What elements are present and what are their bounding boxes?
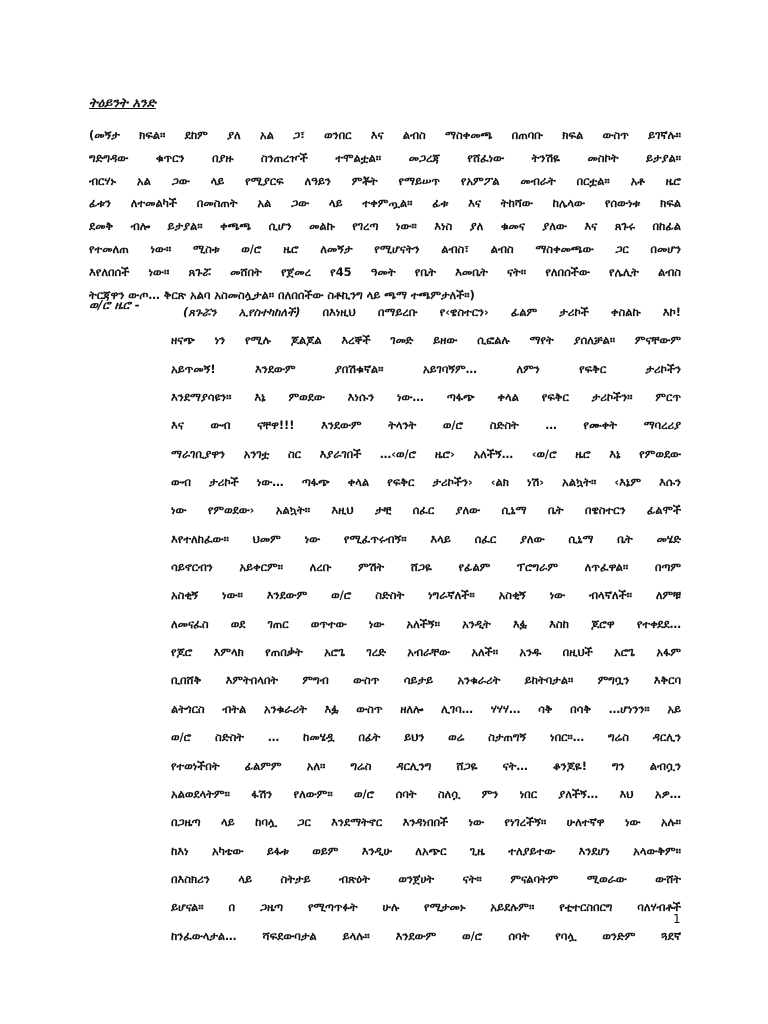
dialogue-line: አይጥመኝ! እንደውም ያበሽቁኛል። አይገባኝም… ለምን የፍቅር ታሪኮችን (171, 361, 681, 376)
dialogue-first-text: በእነዚህ በማይረቡ የ‹ዌስተርን› ፊልም ታሪኮች ቀስልኩ እኮ! (322, 305, 681, 319)
stage-direction-line: (መኝታ ክፍል። ደከም ያለ አል ጋ፣ ወንበር እና ልብስ ማስቀመጫ በጠባቡ ክፍል ውስጥ ይገኛሉ። (89, 128, 681, 142)
dialogue-line: እየተለከፈው። ህመም ነው የሚፈጥሩብኝ። እላይ ሰፈር ያለው ሲኒማ ቤት መሄድ (171, 531, 681, 546)
page-number: 1 (673, 912, 681, 926)
dialogue-line: ውብ ታሪኮች ነው… ጣፋጭ ቀላል የፍቅር ታሪኮችን› ‹ልክ ነሽ› አልኳት። ‹እኔም እሱን (171, 475, 681, 490)
dialogue-line (183, 298, 681, 326)
scene-title: ትዕይንት አንድ (89, 96, 156, 111)
stage-direction-line: ብርሃኑ አል ጋው ላይ የሚያርፍ ለዓይን ምቾት የማይሠጥ የአምፖል መብራት በርቷል። አቶ ዜሮ (89, 173, 681, 188)
dialogue-line: የተወነችበት ፊልምም አለ። ግሬስ ዳርሊንግ ሸጋዬ ናት… ቆንጆዬ! ግን ልብሷን (171, 758, 681, 773)
speaker-label: ወ/ሮ ዜሮ - (89, 298, 140, 312)
dialogue-line: የጆሮ እምላክ የጠበቃት አሮጌ ገረድ አብራቸው አለች። አንዱ በዚህች አሮጌ አፋም (171, 645, 681, 660)
stage-direction-line: የተመለጠ ነው። ሚስቱ ወ/ሮ ዜሮ ለመኝታ የሚሆናትን ልብስ፣ ልብስ ማስቀመጫው ጋር በመሆን (89, 241, 681, 256)
dialogue-line: ከንፈውላታል… ሻፍደውባታል ይላሉ። እንደውም ወ/ሮ ሰባት የባሏ ወንድም ጓደኛ (171, 928, 681, 943)
stage-direction-line: ደመቅ ብሎ ይታያል። ቀጫጫ ሲሆን መልኩ የገረጣ ነው። እነስ ያለ ቁመና ያለው እና ጸጉሩ በከፊል (89, 219, 681, 234)
dialogue-line: ዘናጭ ነን የሚሉ ጆልጆል እረኞች ገመድ ይዘው ሲፎልሉ ማየት ያሰለቻል። ምናቸውም (171, 333, 681, 348)
dialogue-line: ከእነ አካቴው ይፋቱ ወይም እንዲሁ ለአጭር ጊዜ ተለያይተው እንደሆነ አላውቅም። (171, 843, 681, 858)
dialogue-line: ወ/ሮ ስድስት … ከመሄዷ በፊት ይህን ወሬ ስታጠግኝ ነበር።… ግሬስ ዳርሊን (171, 730, 681, 745)
dialogue-line: ሳይኖርብን አይቀርም። ለረቡ ምሽት ሸጋዬ የፊልም ፕሮግራም ለጥፈዋል። በጣም (171, 560, 681, 575)
dialogue-line: በእስክሪን ላይ ስትታይ ብጽዕት ወንጀሀት ናት። ምናልባትም ሚወራው ውሸት (171, 871, 681, 886)
dialogue-line: እንደማያሳዩን። እኔ ምወደው እነሱን ነው… ጣፋጭ ቀላል የፍቅር ታሪኮችን። ምርጥ (171, 390, 681, 405)
dialogue-line: ልትጎርስ ብትል አንቁራሪት እፏ ውስጥ ዘለሎ ሊገባ… ሃሃሃ… ሳቅ በሳቅ …ሆነንን። አይ (171, 701, 681, 716)
stage-direction-line: ፊቱን ለተመልካች በመስጠት አል ጋው ላይ ተቀምጧል። ፊቱ እና ትከሻው ከሌላው የሰውነቱ ክፍል (89, 196, 681, 211)
dialogue-line: ይሆናል። በ ጋዜጣ የሚጣጥፉት ሁሉ የሚታመኑ አይደሉም። የቲተርስበርግ ባለሃብቶች (171, 900, 681, 915)
dialogue-line: ነው የምወደው› አልኳት። እዚህ ታቺ ሰፈር ያለው ሲኒማ ቤት በዌስተርን ፊልሞች (171, 503, 681, 518)
dialogue-line: በጋዜጣ ላይ ከባሏ ጋር እንደማትኖር እንዳነበበች ነው የነገረችኝ። ሁለተኛዋ ነው አሉ። (171, 815, 681, 830)
dialogue-line: አስቂኝ ነው። እንደውም ወ/ሮ ስድስት ነግራኛለች። አስቂኝ ነው ብላኛለች። ለምቹ (171, 588, 681, 603)
dialogue-line: ማራገቢያዋን አንገቷ ስር እያራገበች …‹ወ/ሮ ዜሮ› አለችኝ… ‹ወ/ሮ ዜሮ እኔ የምወደው (171, 446, 681, 461)
dialogue-line: እና ውብ ናቸዋ!!! እንደውም ትላንት ወ/ሮ ስድስት … የሙቀት ማባረሪያ (171, 418, 681, 433)
dialogue-line: አልወደላትም። ፋሽን የለውም። ወ/ሮ ሰባት ስለሷ ምን ነበር ያለችኝ… እህ አዎ… (171, 786, 681, 801)
stage-direction-line: ትርጃዋን ውጦ… ቅርጽ አልባ አስመስሏታል። በለበሰችው ስቶኪንግ ላይ ጫማ ተጫምታለች።) (89, 287, 475, 302)
stage-direction-line: ግድግዳው ቁጥርን በያዙ ስንጠረዦች ተሞልቷል። መጋረጃ የሸፈነው ትንሽዬ መስኮት ይታያል። (89, 150, 681, 165)
stage-direction-line: እየለበሰች ነው። ጸጉሯ መሸበት የጀመረ የ45 ዓመት የቤት እመቤት ናት። የለበሰችው የሌሊት ልብስ (89, 264, 681, 279)
stage-directions (89, 124, 681, 306)
dialogue-block (171, 298, 681, 950)
dialogue-line: ቢበሸቅ እምትበላበት ምግብ ውስጥ ሳይታይ አንቁራሪት ይከትባታል። ምግቧን እቅርባ (171, 673, 681, 688)
dialogue-line: ለመናፈስ ወደ ገጠር ወጥተው ነው አለችኝ። አንዲት እፏ እስከ ጆሮዋ የተቀደደ… (171, 616, 681, 631)
dialogue-parenthetical: (ጸጉሯን ኢየስተካከለች) (183, 305, 301, 319)
